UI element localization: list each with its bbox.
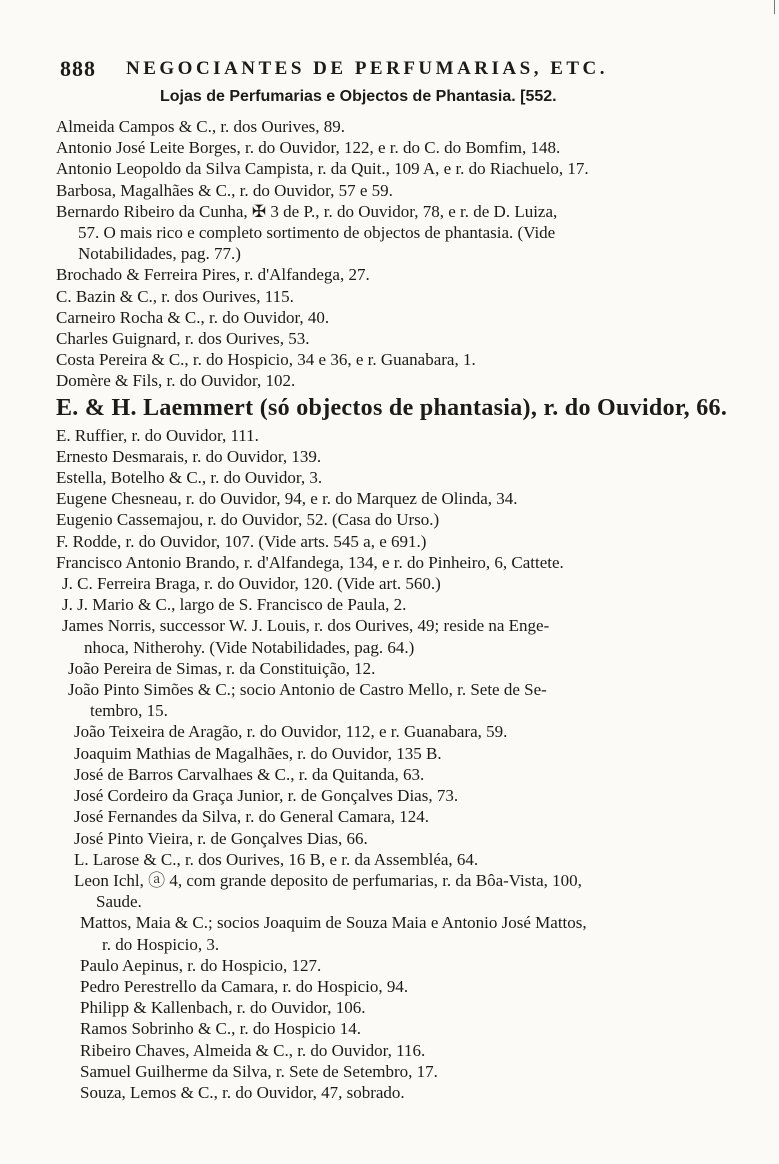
- list-item: [56, 828, 716, 849]
- entry-continuation: Notabilidades, pag. 77.): [78, 244, 241, 264]
- entry-line: L. Larose & C., r. dos Ourives, 16 B, e r. da Assembléa, 64.: [74, 849, 479, 869]
- entry-line: José Fernandes da Silva, r. do General Camara, 124.: [74, 807, 430, 827]
- entry-line: João Teixeira de Aragão, r. do Ouvidor, 112, e r. Guanabara, 59.: [74, 722, 508, 742]
- list-item: [56, 997, 716, 1018]
- entry-line: Ramos Sobrinho & C., r. do Hospicio 14.: [80, 1019, 361, 1039]
- list-item: [56, 679, 716, 721]
- entry-line: Philipp & Kallenbach, r. do Ouvidor, 106.: [80, 998, 366, 1018]
- entry-line: Domère & Fils, r. do Ouvidor, 102.: [56, 371, 296, 391]
- entry-line: Antonio José Leite Borges, r. do Ouvidor, 122, e r. do C. do Bomfim, 148.: [56, 138, 561, 158]
- page-edge-mark: [774, 0, 775, 14]
- list-item: [56, 594, 716, 615]
- entry-line: J. C. Ferreira Braga, r. do Ouvidor, 120. (Vide art. 560.): [62, 574, 441, 594]
- list-item: [56, 116, 716, 137]
- list-item: [56, 370, 716, 391]
- entry-continuation: r. do Hospicio, 3.: [102, 934, 220, 954]
- entry-line: Estella, Botelho & C., r. do Ouvidor, 3.: [56, 468, 323, 488]
- list-item: [56, 328, 716, 349]
- list-item: [56, 976, 716, 997]
- entry-line: Almeida Campos & C., r. dos Ourives, 89.: [56, 117, 345, 136]
- entry-continuation: Saude.: [96, 892, 142, 912]
- entry-line: E. & H. Laemmert (só objectos de phantasia), r. do Ouvidor, 66.: [56, 394, 728, 421]
- entry-line: Souza, Lemos & C., r. do Ouvidor, 47, sobrado.: [80, 1082, 405, 1102]
- list-item: [56, 137, 716, 158]
- list-item: [56, 446, 716, 467]
- list-item: [56, 349, 716, 370]
- list-item: [56, 286, 716, 307]
- list-item: [56, 531, 716, 552]
- entry-line: Mattos, Maia & C.; socios Joaquim de Souza Maia e Antonio José Mattos,: [80, 913, 587, 933]
- list-item: [56, 912, 716, 954]
- page-number: 888: [60, 56, 96, 81]
- section-heading: Lojas de Perfumarias e Objectos de Phantasia. [552.: [160, 88, 557, 105]
- list-item: [56, 806, 716, 827]
- list-item: [56, 955, 716, 976]
- list-item: [56, 849, 716, 870]
- entry-line: José de Barros Carvalhaes & C., r. da Quitanda, 63.: [74, 764, 425, 784]
- entry-line: Charles Guignard, r. dos Ourives, 53.: [56, 329, 310, 349]
- entry-continuation: 57. O mais rico e completo sortimento de objectos de phantasia. (Vide: [78, 223, 556, 243]
- entry-line: Ribeiro Chaves, Almeida & C., r. do Ouvidor, 116.: [80, 1040, 426, 1060]
- list-item: [56, 615, 716, 657]
- list-item: [56, 264, 716, 285]
- entry-line: Brochado & Ferreira Pires, r. d'Alfandega, 27.: [56, 265, 370, 285]
- list-item: [56, 1061, 716, 1082]
- entry-line: Bernardo Ribeiro da Cunha, ✠ 3 de P., r. do Ouvidor, 78, e r. de D. Luiza,: [56, 201, 558, 221]
- entry-line: Samuel Guilherme da Silva, r. Sete de Setembro, 17.: [80, 1061, 438, 1081]
- list-item: [56, 1082, 716, 1103]
- entry-line: Francisco Antonio Brando, r. d'Alfandega, 134, e r. do Pinheiro, 6, Cattete.: [56, 552, 564, 572]
- entry-line: Ernesto Desmarais, r. do Ouvidor, 139.: [56, 446, 322, 466]
- entry-line: Eugene Chesneau, r. do Ouvidor, 94, e r. do Marquez de Olinda, 34.: [56, 489, 518, 509]
- list-item: [56, 180, 716, 201]
- list-item: [56, 488, 716, 509]
- list-item: [56, 1040, 716, 1061]
- entry-list: [56, 116, 728, 1103]
- entry-line: Eugenio Cassemajou, r. do Ouvidor, 52. (Casa do Urso.): [56, 510, 440, 530]
- entry-line: Costa Pereira & C., r. do Hospicio, 34 e 36, e r. Guanabara, 1.: [56, 350, 476, 370]
- entry-line: Leon Ichl, ⓐ 4, com grande deposito de perfumarias, r. da Bôa-Vista, 100,: [74, 870, 582, 890]
- list-item: [56, 573, 716, 594]
- entry-line: Antonio Leopoldo da Silva Campista, r. da Quit., 109 A, e r. do Riachuelo, 17.: [56, 159, 589, 179]
- entry-line: José Pinto Vieira, r. de Gonçalves Dias, 66.: [74, 828, 368, 848]
- list-item: [56, 201, 716, 265]
- list-item: [56, 509, 716, 530]
- list-item: [56, 1018, 716, 1039]
- list-item: [56, 425, 716, 446]
- list-item: [56, 658, 716, 679]
- entry-line: C. Bazin & C., r. dos Ourives, 115.: [56, 286, 294, 306]
- list-item: [56, 743, 716, 764]
- running-title: NEGOCIANTES DE PERFUMARIAS, ETC.: [126, 58, 609, 79]
- entry-line: J. J. Mario & C., largo de S. Francisco de Paula, 2.: [62, 595, 407, 615]
- page-header: [60, 56, 700, 84]
- list-item: [56, 721, 716, 742]
- entry-line: José Cordeiro da Graça Junior, r. de Gonçalves Dias, 73.: [74, 786, 459, 806]
- entry-line: F. Rodde, r. do Ouvidor, 107. (Vide arts. 545 a, e 691.): [56, 531, 427, 551]
- list-item: [56, 870, 716, 912]
- entry-continuation: tembro, 15.: [90, 701, 168, 721]
- entry-line: E. Ruffier, r. do Ouvidor, 111.: [56, 425, 259, 445]
- entry-line: Carneiro Rocha & C., r. do Ouvidor, 40.: [56, 307, 330, 327]
- list-item: [56, 785, 716, 806]
- list-item: [56, 552, 716, 573]
- entry-line: João Pinto Simões & C.; socio Antonio de Castro Mello, r. Sete de Se-: [68, 680, 547, 700]
- entry-line: James Norris, successor W. J. Louis, r. dos Ourives, 49; reside na Enge-: [62, 616, 550, 636]
- list-item: [56, 764, 716, 785]
- entry-line: Pedro Perestrello da Camara, r. do Hospicio, 94.: [80, 976, 409, 996]
- featured-list-item: [56, 393, 728, 423]
- entry-line: Paulo Aepinus, r. do Hospicio, 127.: [80, 955, 322, 975]
- entry-continuation: nhoca, Nitherohy. (Vide Notabilidades, pag. 64.): [84, 637, 415, 657]
- entry-line: Joaquim Mathias de Magalhães, r. do Ouvidor, 135 B.: [74, 743, 442, 763]
- list-item: [56, 307, 716, 328]
- list-item: [56, 467, 716, 488]
- entry-line: João Pereira de Simas, r. da Constituição, 12.: [68, 658, 376, 678]
- list-item: [56, 158, 716, 179]
- entry-line: Barbosa, Magalhães & C., r. do Ouvidor, 57 e 59.: [56, 180, 393, 200]
